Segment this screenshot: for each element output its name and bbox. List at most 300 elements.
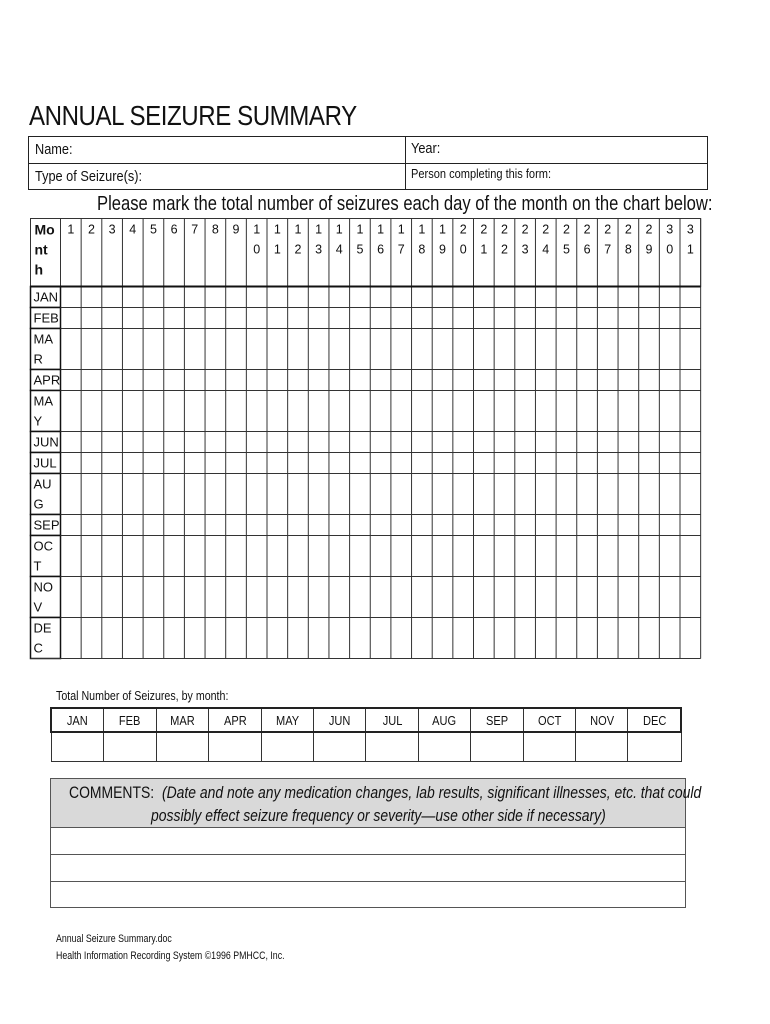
day-cell-may-18[interactable] <box>412 391 433 432</box>
day-cell-feb-18[interactable] <box>412 308 433 329</box>
day-cell-aug-14[interactable] <box>329 474 350 515</box>
day-cell-jun-26[interactable] <box>577 432 598 453</box>
totals-value-nov[interactable] <box>576 732 628 762</box>
day-cell-feb-14[interactable] <box>329 308 350 329</box>
totals-value-jan[interactable] <box>51 732 104 762</box>
day-cell-sep-29[interactable] <box>639 515 660 536</box>
day-cell-oct-14[interactable] <box>329 536 350 577</box>
day-cell-oct-7[interactable] <box>184 536 205 577</box>
day-cell-nov-1[interactable] <box>61 577 82 618</box>
day-cell-aug-27[interactable] <box>597 474 618 515</box>
day-cell-jan-25[interactable] <box>556 287 577 308</box>
day-cell-sep-14[interactable] <box>329 515 350 536</box>
day-cell-may-19[interactable] <box>432 391 453 432</box>
day-cell-sep-18[interactable] <box>412 515 433 536</box>
day-cell-jul-5[interactable] <box>143 453 164 474</box>
day-cell-feb-20[interactable] <box>453 308 474 329</box>
day-cell-jan-13[interactable] <box>308 287 329 308</box>
day-cell-aug-5[interactable] <box>143 474 164 515</box>
day-cell-feb-16[interactable] <box>370 308 391 329</box>
day-cell-dec-9[interactable] <box>226 618 247 659</box>
day-cell-jan-24[interactable] <box>535 287 556 308</box>
day-cell-nov-18[interactable] <box>412 577 433 618</box>
day-cell-aug-28[interactable] <box>618 474 639 515</box>
totals-value-jun[interactable] <box>314 732 366 762</box>
day-cell-oct-9[interactable] <box>226 536 247 577</box>
day-cell-may-23[interactable] <box>515 391 536 432</box>
day-cell-sep-12[interactable] <box>288 515 309 536</box>
day-cell-jul-2[interactable] <box>81 453 102 474</box>
day-cell-apr-23[interactable] <box>515 370 536 391</box>
day-cell-mar-24[interactable] <box>535 329 556 370</box>
day-cell-jun-20[interactable] <box>453 432 474 453</box>
day-cell-mar-18[interactable] <box>412 329 433 370</box>
day-cell-jul-17[interactable] <box>391 453 412 474</box>
day-cell-aug-7[interactable] <box>184 474 205 515</box>
day-cell-jan-23[interactable] <box>515 287 536 308</box>
day-cell-jul-18[interactable] <box>412 453 433 474</box>
day-cell-oct-24[interactable] <box>535 536 556 577</box>
day-cell-jun-29[interactable] <box>639 432 660 453</box>
day-cell-oct-29[interactable] <box>639 536 660 577</box>
totals-value-dec[interactable] <box>628 732 681 762</box>
day-cell-may-9[interactable] <box>226 391 247 432</box>
day-cell-jun-19[interactable] <box>432 432 453 453</box>
day-cell-jul-20[interactable] <box>453 453 474 474</box>
day-cell-sep-25[interactable] <box>556 515 577 536</box>
day-cell-jan-20[interactable] <box>453 287 474 308</box>
day-cell-aug-29[interactable] <box>639 474 660 515</box>
day-cell-feb-23[interactable] <box>515 308 536 329</box>
day-cell-dec-24[interactable] <box>535 618 556 659</box>
day-cell-jul-6[interactable] <box>164 453 185 474</box>
day-cell-dec-20[interactable] <box>453 618 474 659</box>
day-cell-feb-13[interactable] <box>308 308 329 329</box>
day-cell-jul-16[interactable] <box>370 453 391 474</box>
day-cell-feb-21[interactable] <box>474 308 495 329</box>
day-cell-apr-29[interactable] <box>639 370 660 391</box>
day-cell-nov-10[interactable] <box>246 577 267 618</box>
day-cell-mar-12[interactable] <box>288 329 309 370</box>
person-completing-field[interactable] <box>411 166 576 181</box>
day-cell-mar-20[interactable] <box>453 329 474 370</box>
day-cell-may-4[interactable] <box>122 391 143 432</box>
day-cell-may-3[interactable] <box>102 391 123 432</box>
day-cell-dec-7[interactable] <box>184 618 205 659</box>
day-cell-oct-3[interactable] <box>102 536 123 577</box>
day-cell-feb-25[interactable] <box>556 308 577 329</box>
day-cell-jul-8[interactable] <box>205 453 226 474</box>
day-cell-oct-6[interactable] <box>164 536 185 577</box>
day-cell-oct-12[interactable] <box>288 536 309 577</box>
day-cell-nov-25[interactable] <box>556 577 577 618</box>
comment-line[interactable] <box>51 828 685 855</box>
day-cell-jun-5[interactable] <box>143 432 164 453</box>
day-cell-jan-5[interactable] <box>143 287 164 308</box>
day-cell-apr-2[interactable] <box>81 370 102 391</box>
day-cell-jun-2[interactable] <box>81 432 102 453</box>
day-cell-jun-21[interactable] <box>474 432 495 453</box>
day-cell-dec-13[interactable] <box>308 618 329 659</box>
day-cell-nov-11[interactable] <box>267 577 288 618</box>
day-cell-oct-30[interactable] <box>659 536 680 577</box>
day-cell-dec-27[interactable] <box>597 618 618 659</box>
day-cell-oct-16[interactable] <box>370 536 391 577</box>
day-cell-dec-25[interactable] <box>556 618 577 659</box>
day-cell-apr-12[interactable] <box>288 370 309 391</box>
day-cell-sep-20[interactable] <box>453 515 474 536</box>
day-cell-jul-28[interactable] <box>618 453 639 474</box>
day-cell-sep-26[interactable] <box>577 515 598 536</box>
day-cell-jul-4[interactable] <box>122 453 143 474</box>
day-cell-jan-30[interactable] <box>659 287 680 308</box>
day-cell-jan-3[interactable] <box>102 287 123 308</box>
day-cell-apr-1[interactable] <box>61 370 82 391</box>
totals-value-may[interactable] <box>261 732 313 762</box>
day-cell-feb-22[interactable] <box>494 308 515 329</box>
day-cell-oct-23[interactable] <box>515 536 536 577</box>
day-cell-oct-28[interactable] <box>618 536 639 577</box>
totals-value-oct[interactable] <box>523 732 575 762</box>
day-cell-jun-8[interactable] <box>205 432 226 453</box>
day-cell-aug-24[interactable] <box>535 474 556 515</box>
day-cell-sep-7[interactable] <box>184 515 205 536</box>
day-cell-nov-23[interactable] <box>515 577 536 618</box>
day-cell-dec-10[interactable] <box>246 618 267 659</box>
day-cell-apr-9[interactable] <box>226 370 247 391</box>
day-cell-jun-1[interactable] <box>61 432 82 453</box>
day-cell-mar-31[interactable] <box>680 329 701 370</box>
day-cell-aug-8[interactable] <box>205 474 226 515</box>
day-cell-sep-21[interactable] <box>474 515 495 536</box>
day-cell-apr-15[interactable] <box>350 370 371 391</box>
day-cell-dec-22[interactable] <box>494 618 515 659</box>
day-cell-apr-30[interactable] <box>659 370 680 391</box>
day-cell-aug-22[interactable] <box>494 474 515 515</box>
day-cell-dec-31[interactable] <box>680 618 701 659</box>
day-cell-jan-26[interactable] <box>577 287 598 308</box>
day-cell-aug-16[interactable] <box>370 474 391 515</box>
day-cell-may-11[interactable] <box>267 391 288 432</box>
day-cell-jan-22[interactable] <box>494 287 515 308</box>
day-cell-nov-27[interactable] <box>597 577 618 618</box>
day-cell-jun-10[interactable] <box>246 432 267 453</box>
day-cell-feb-24[interactable] <box>535 308 556 329</box>
day-cell-may-14[interactable] <box>329 391 350 432</box>
seizure-type-field[interactable] <box>35 168 161 185</box>
day-cell-mar-10[interactable] <box>246 329 267 370</box>
day-cell-mar-13[interactable] <box>308 329 329 370</box>
day-cell-oct-31[interactable] <box>680 536 701 577</box>
day-cell-apr-18[interactable] <box>412 370 433 391</box>
day-cell-oct-5[interactable] <box>143 536 164 577</box>
totals-value-sep[interactable] <box>471 732 523 762</box>
day-cell-apr-14[interactable] <box>329 370 350 391</box>
day-cell-jun-16[interactable] <box>370 432 391 453</box>
day-cell-oct-15[interactable] <box>350 536 371 577</box>
day-cell-mar-3[interactable] <box>102 329 123 370</box>
day-cell-sep-19[interactable] <box>432 515 453 536</box>
day-cell-mar-6[interactable] <box>164 329 185 370</box>
day-cell-jan-21[interactable] <box>474 287 495 308</box>
day-cell-nov-6[interactable] <box>164 577 185 618</box>
day-cell-sep-9[interactable] <box>226 515 247 536</box>
day-cell-sep-24[interactable] <box>535 515 556 536</box>
day-cell-feb-30[interactable] <box>659 308 680 329</box>
day-cell-jun-6[interactable] <box>164 432 185 453</box>
day-cell-aug-10[interactable] <box>246 474 267 515</box>
day-cell-apr-3[interactable] <box>102 370 123 391</box>
day-cell-may-31[interactable] <box>680 391 701 432</box>
day-cell-jun-28[interactable] <box>618 432 639 453</box>
day-cell-nov-3[interactable] <box>102 577 123 618</box>
day-cell-dec-12[interactable] <box>288 618 309 659</box>
day-cell-oct-19[interactable] <box>432 536 453 577</box>
day-cell-oct-27[interactable] <box>597 536 618 577</box>
day-cell-aug-2[interactable] <box>81 474 102 515</box>
day-cell-jul-3[interactable] <box>102 453 123 474</box>
day-cell-sep-28[interactable] <box>618 515 639 536</box>
day-cell-nov-9[interactable] <box>226 577 247 618</box>
day-cell-dec-5[interactable] <box>143 618 164 659</box>
day-cell-jun-7[interactable] <box>184 432 205 453</box>
day-cell-oct-2[interactable] <box>81 536 102 577</box>
day-cell-aug-25[interactable] <box>556 474 577 515</box>
day-cell-dec-2[interactable] <box>81 618 102 659</box>
day-cell-apr-4[interactable] <box>122 370 143 391</box>
day-cell-nov-8[interactable] <box>205 577 226 618</box>
day-cell-feb-8[interactable] <box>205 308 226 329</box>
day-cell-feb-17[interactable] <box>391 308 412 329</box>
day-cell-jan-12[interactable] <box>288 287 309 308</box>
day-cell-mar-8[interactable] <box>205 329 226 370</box>
day-cell-oct-10[interactable] <box>246 536 267 577</box>
day-cell-feb-19[interactable] <box>432 308 453 329</box>
day-cell-oct-13[interactable] <box>308 536 329 577</box>
day-cell-jun-18[interactable] <box>412 432 433 453</box>
day-cell-jun-12[interactable] <box>288 432 309 453</box>
day-cell-oct-1[interactable] <box>61 536 82 577</box>
day-cell-aug-12[interactable] <box>288 474 309 515</box>
day-cell-oct-25[interactable] <box>556 536 577 577</box>
day-cell-mar-4[interactable] <box>122 329 143 370</box>
day-cell-sep-23[interactable] <box>515 515 536 536</box>
day-cell-jan-4[interactable] <box>122 287 143 308</box>
day-cell-may-25[interactable] <box>556 391 577 432</box>
day-cell-jan-17[interactable] <box>391 287 412 308</box>
day-cell-apr-20[interactable] <box>453 370 474 391</box>
day-cell-feb-2[interactable] <box>81 308 102 329</box>
day-cell-sep-3[interactable] <box>102 515 123 536</box>
day-cell-mar-7[interactable] <box>184 329 205 370</box>
day-cell-dec-30[interactable] <box>659 618 680 659</box>
day-cell-mar-5[interactable] <box>143 329 164 370</box>
day-cell-sep-17[interactable] <box>391 515 412 536</box>
day-cell-dec-14[interactable] <box>329 618 350 659</box>
day-cell-jul-7[interactable] <box>184 453 205 474</box>
day-cell-dec-3[interactable] <box>102 618 123 659</box>
day-cell-oct-8[interactable] <box>205 536 226 577</box>
day-cell-apr-19[interactable] <box>432 370 453 391</box>
day-cell-feb-11[interactable] <box>267 308 288 329</box>
day-cell-feb-3[interactable] <box>102 308 123 329</box>
day-cell-may-1[interactable] <box>61 391 82 432</box>
day-cell-oct-20[interactable] <box>453 536 474 577</box>
day-cell-jun-22[interactable] <box>494 432 515 453</box>
day-cell-mar-9[interactable] <box>226 329 247 370</box>
day-cell-dec-6[interactable] <box>164 618 185 659</box>
day-cell-nov-17[interactable] <box>391 577 412 618</box>
day-cell-jul-1[interactable] <box>61 453 82 474</box>
day-cell-apr-17[interactable] <box>391 370 412 391</box>
day-cell-jul-22[interactable] <box>494 453 515 474</box>
day-cell-feb-10[interactable] <box>246 308 267 329</box>
day-cell-sep-11[interactable] <box>267 515 288 536</box>
day-cell-feb-26[interactable] <box>577 308 598 329</box>
day-cell-jun-24[interactable] <box>535 432 556 453</box>
day-cell-jul-31[interactable] <box>680 453 701 474</box>
day-cell-feb-29[interactable] <box>639 308 660 329</box>
day-cell-jan-28[interactable] <box>618 287 639 308</box>
day-cell-dec-26[interactable] <box>577 618 598 659</box>
day-cell-jul-24[interactable] <box>535 453 556 474</box>
day-cell-feb-7[interactable] <box>184 308 205 329</box>
day-cell-jun-4[interactable] <box>122 432 143 453</box>
totals-value-mar[interactable] <box>156 732 208 762</box>
day-cell-dec-11[interactable] <box>267 618 288 659</box>
day-cell-nov-24[interactable] <box>535 577 556 618</box>
day-cell-nov-22[interactable] <box>494 577 515 618</box>
day-cell-oct-26[interactable] <box>577 536 598 577</box>
day-cell-feb-12[interactable] <box>288 308 309 329</box>
day-cell-nov-19[interactable] <box>432 577 453 618</box>
day-cell-apr-10[interactable] <box>246 370 267 391</box>
day-cell-jul-9[interactable] <box>226 453 247 474</box>
day-cell-aug-31[interactable] <box>680 474 701 515</box>
day-cell-jul-14[interactable] <box>329 453 350 474</box>
day-cell-nov-7[interactable] <box>184 577 205 618</box>
day-cell-jun-30[interactable] <box>659 432 680 453</box>
day-cell-may-6[interactable] <box>164 391 185 432</box>
day-cell-apr-8[interactable] <box>205 370 226 391</box>
day-cell-mar-29[interactable] <box>639 329 660 370</box>
day-cell-mar-1[interactable] <box>61 329 82 370</box>
totals-value-feb[interactable] <box>104 732 156 762</box>
day-cell-nov-20[interactable] <box>453 577 474 618</box>
day-cell-aug-6[interactable] <box>164 474 185 515</box>
day-cell-aug-20[interactable] <box>453 474 474 515</box>
day-cell-nov-21[interactable] <box>474 577 495 618</box>
day-cell-dec-29[interactable] <box>639 618 660 659</box>
day-cell-oct-22[interactable] <box>494 536 515 577</box>
day-cell-apr-11[interactable] <box>267 370 288 391</box>
day-cell-dec-28[interactable] <box>618 618 639 659</box>
day-cell-may-10[interactable] <box>246 391 267 432</box>
day-cell-apr-26[interactable] <box>577 370 598 391</box>
day-cell-may-12[interactable] <box>288 391 309 432</box>
day-cell-oct-21[interactable] <box>474 536 495 577</box>
totals-value-aug[interactable] <box>418 732 470 762</box>
day-cell-may-13[interactable] <box>308 391 329 432</box>
day-cell-may-7[interactable] <box>184 391 205 432</box>
day-cell-nov-13[interactable] <box>308 577 329 618</box>
day-cell-aug-26[interactable] <box>577 474 598 515</box>
day-cell-jul-19[interactable] <box>432 453 453 474</box>
day-cell-jan-18[interactable] <box>412 287 433 308</box>
day-cell-sep-16[interactable] <box>370 515 391 536</box>
day-cell-nov-15[interactable] <box>350 577 371 618</box>
day-cell-jun-9[interactable] <box>226 432 247 453</box>
day-cell-mar-11[interactable] <box>267 329 288 370</box>
day-cell-oct-4[interactable] <box>122 536 143 577</box>
day-cell-mar-23[interactable] <box>515 329 536 370</box>
day-cell-may-29[interactable] <box>639 391 660 432</box>
day-cell-jun-25[interactable] <box>556 432 577 453</box>
day-cell-jul-15[interactable] <box>350 453 371 474</box>
day-cell-nov-28[interactable] <box>618 577 639 618</box>
totals-value-apr[interactable] <box>209 732 261 762</box>
day-cell-may-26[interactable] <box>577 391 598 432</box>
day-cell-mar-19[interactable] <box>432 329 453 370</box>
day-cell-sep-22[interactable] <box>494 515 515 536</box>
day-cell-jan-9[interactable] <box>226 287 247 308</box>
day-cell-aug-9[interactable] <box>226 474 247 515</box>
day-cell-may-22[interactable] <box>494 391 515 432</box>
day-cell-dec-23[interactable] <box>515 618 536 659</box>
day-cell-jul-29[interactable] <box>639 453 660 474</box>
day-cell-apr-16[interactable] <box>370 370 391 391</box>
day-cell-jan-16[interactable] <box>370 287 391 308</box>
day-cell-may-21[interactable] <box>474 391 495 432</box>
day-cell-mar-28[interactable] <box>618 329 639 370</box>
day-cell-feb-27[interactable] <box>597 308 618 329</box>
day-cell-jul-25[interactable] <box>556 453 577 474</box>
day-cell-mar-17[interactable] <box>391 329 412 370</box>
day-cell-may-27[interactable] <box>597 391 618 432</box>
day-cell-nov-2[interactable] <box>81 577 102 618</box>
day-cell-apr-25[interactable] <box>556 370 577 391</box>
year-field[interactable] <box>411 140 445 157</box>
day-cell-jan-8[interactable] <box>205 287 226 308</box>
day-cell-may-8[interactable] <box>205 391 226 432</box>
day-cell-nov-16[interactable] <box>370 577 391 618</box>
day-cell-jan-29[interactable] <box>639 287 660 308</box>
day-cell-mar-25[interactable] <box>556 329 577 370</box>
day-cell-apr-22[interactable] <box>494 370 515 391</box>
day-cell-jun-31[interactable] <box>680 432 701 453</box>
day-cell-jul-12[interactable] <box>288 453 309 474</box>
day-cell-jun-15[interactable] <box>350 432 371 453</box>
day-cell-dec-4[interactable] <box>122 618 143 659</box>
day-cell-dec-19[interactable] <box>432 618 453 659</box>
day-cell-may-30[interactable] <box>659 391 680 432</box>
day-cell-feb-28[interactable] <box>618 308 639 329</box>
day-cell-aug-23[interactable] <box>515 474 536 515</box>
day-cell-feb-6[interactable] <box>164 308 185 329</box>
day-cell-nov-5[interactable] <box>143 577 164 618</box>
day-cell-aug-18[interactable] <box>412 474 433 515</box>
day-cell-nov-14[interactable] <box>329 577 350 618</box>
day-cell-sep-15[interactable] <box>350 515 371 536</box>
day-cell-sep-31[interactable] <box>680 515 701 536</box>
day-cell-jul-11[interactable] <box>267 453 288 474</box>
day-cell-jan-27[interactable] <box>597 287 618 308</box>
day-cell-jan-6[interactable] <box>164 287 185 308</box>
day-cell-may-15[interactable] <box>350 391 371 432</box>
day-cell-mar-22[interactable] <box>494 329 515 370</box>
day-cell-jan-7[interactable] <box>184 287 205 308</box>
day-cell-may-17[interactable] <box>391 391 412 432</box>
